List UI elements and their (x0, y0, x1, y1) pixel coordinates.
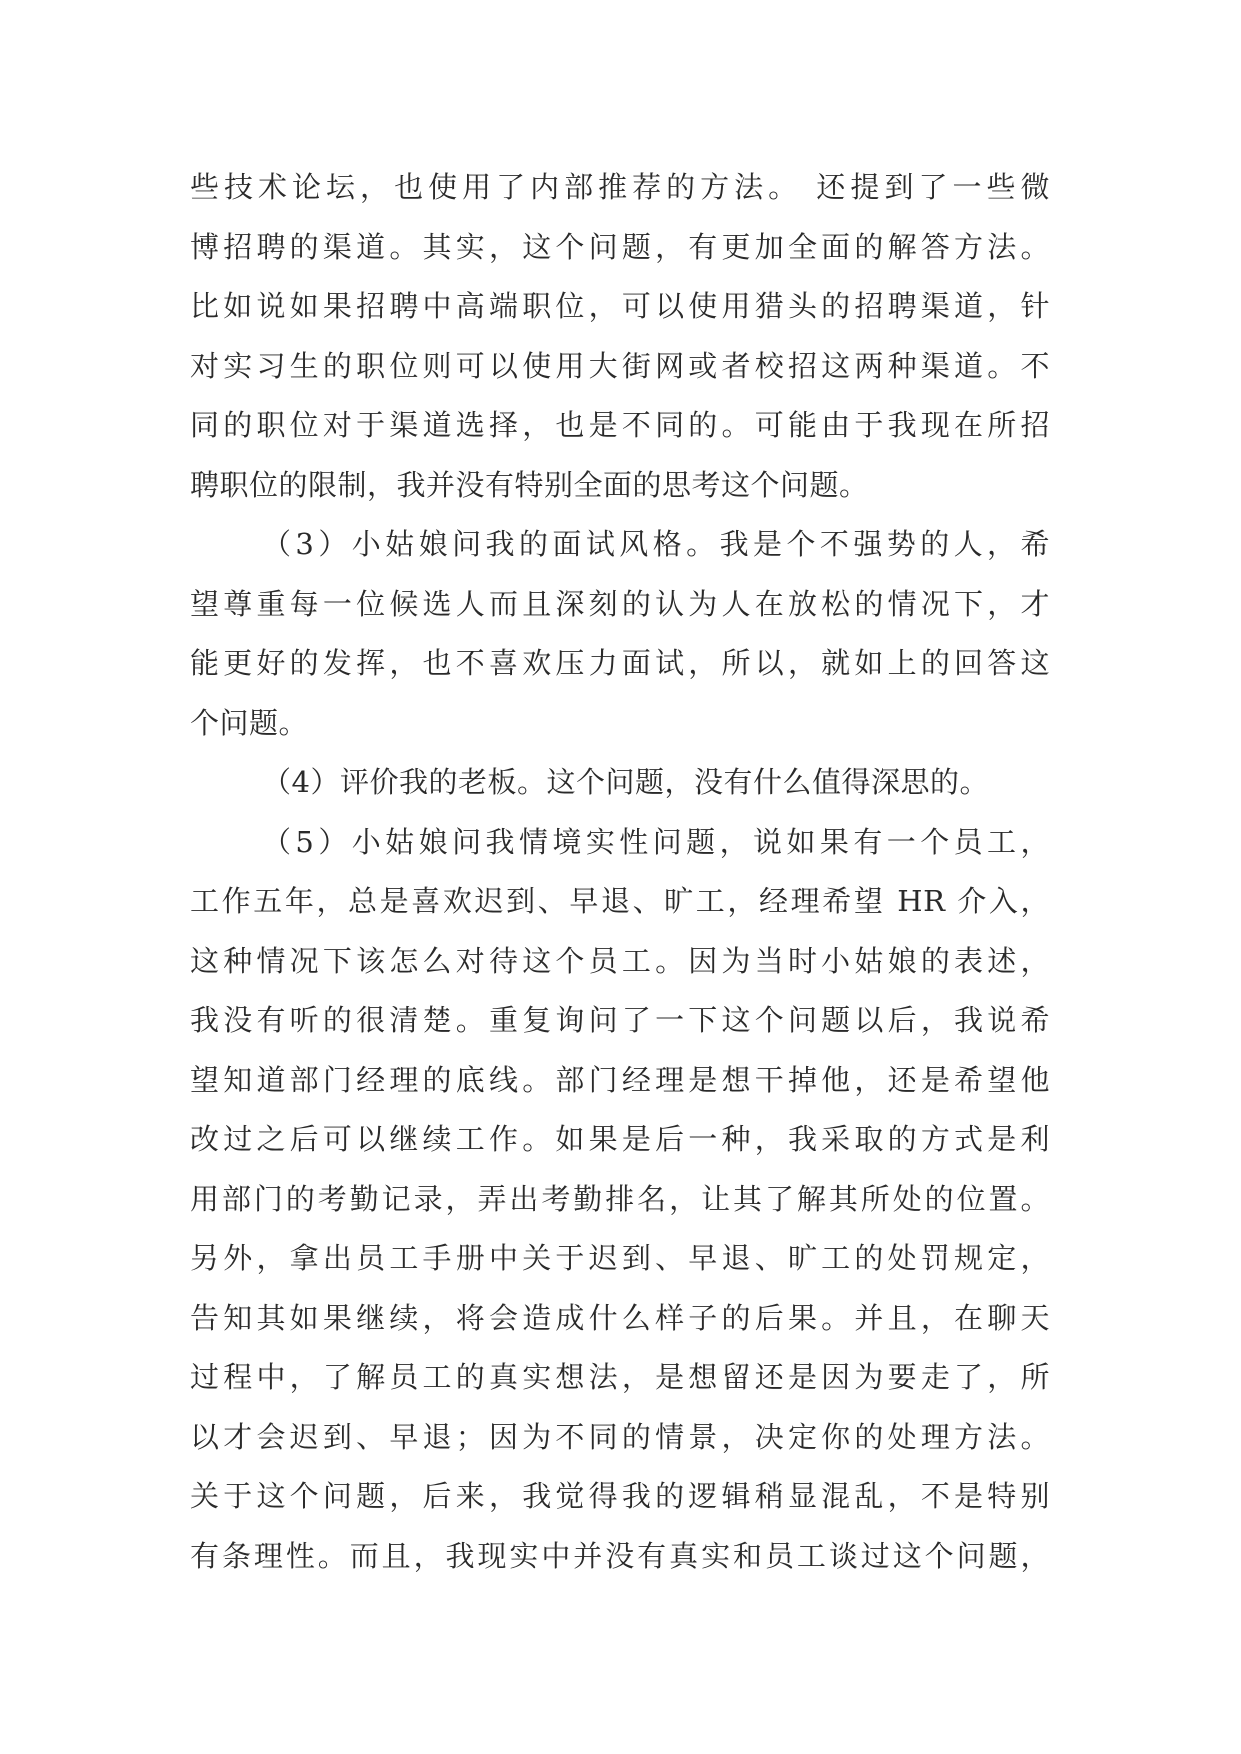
text-line: （5）小姑娘问我情境实性问题，说如果有一个员工， (262, 824, 1050, 859)
text-line: 我没有听的很清楚。重复询问了一下这个问题以后，我说希 (190, 1003, 1050, 1037)
text-line: 望知道部门经理的底线。部门经理是想干掉他，还是希望他 (190, 1062, 1050, 1097)
text-line: 对实习生的职位则可以使用大街网或者校招这两种渠道。不 (190, 348, 1050, 383)
text-line: 改过之后可以继续工作。如果是后一种，我采取的方式是利 (190, 1122, 1050, 1156)
text-line: 博招聘的渠道。其实，这个问题，有更加全面的解答方法。 (190, 229, 1050, 264)
text-line: 以才会迟到、早退；因为不同的情景，决定你的处理方法。 (190, 1419, 1050, 1454)
text-line: 告知其如果继续，将会造成什么样子的后果。并且，在聊天 (190, 1300, 1050, 1335)
text-line: 这种情况下该怎么对待这个员工。因为当时小姑娘的表述， (190, 943, 1050, 978)
text-line: （4）评价我的老板。这个问题，没有什么值得深思的。 (262, 765, 989, 799)
text-line: 能更好的发挥，也不喜欢压力面试，所以，就如上的回答这 (190, 646, 1050, 680)
text-line: 过程中，了解员工的真实想法，是想留还是因为要走了，所 (190, 1360, 1050, 1394)
text-line: 另外，拿出员工手册中关于迟到、早退、旷工的处罚规定， (190, 1241, 1050, 1275)
text-line: 有条理性。而且，我现实中并没有真实和员工谈过这个问题， (190, 1538, 1050, 1573)
text-line: 用部门的考勤记录，弄出考勤排名，让其了解其所处的位置。 (190, 1181, 1050, 1216)
text-line: 同的职位对于渠道选择，也是不同的。可能由于我现在所招 (190, 408, 1050, 442)
text-line: 个问题。 (190, 705, 309, 740)
text-line: 望尊重每一位候选人而且深刻的认为人在放松的情况下，才 (190, 586, 1050, 621)
text-line: 比如说如果招聘中高端职位，可以使用猎头的招聘渠道，针 (190, 289, 1050, 323)
document-body (190, 158, 1050, 1586)
text-line: 关于这个问题，后来，我觉得我的逻辑稍显混乱，不是特别 (190, 1479, 1050, 1513)
text-line: 工作五年，总是喜欢迟到、早退、旷工，经理希望 HR 介入， (190, 884, 1050, 918)
text-line: 些技术论坛，也使用了内部推荐的方法。 还提到了一些微 (190, 170, 1050, 204)
text-line: 聘职位的限制，我并没有特别全面的思考这个问题。 (190, 467, 869, 502)
text-line: （3）小姑娘问我的面试风格。我是个不强势的人，希 (262, 527, 1050, 561)
